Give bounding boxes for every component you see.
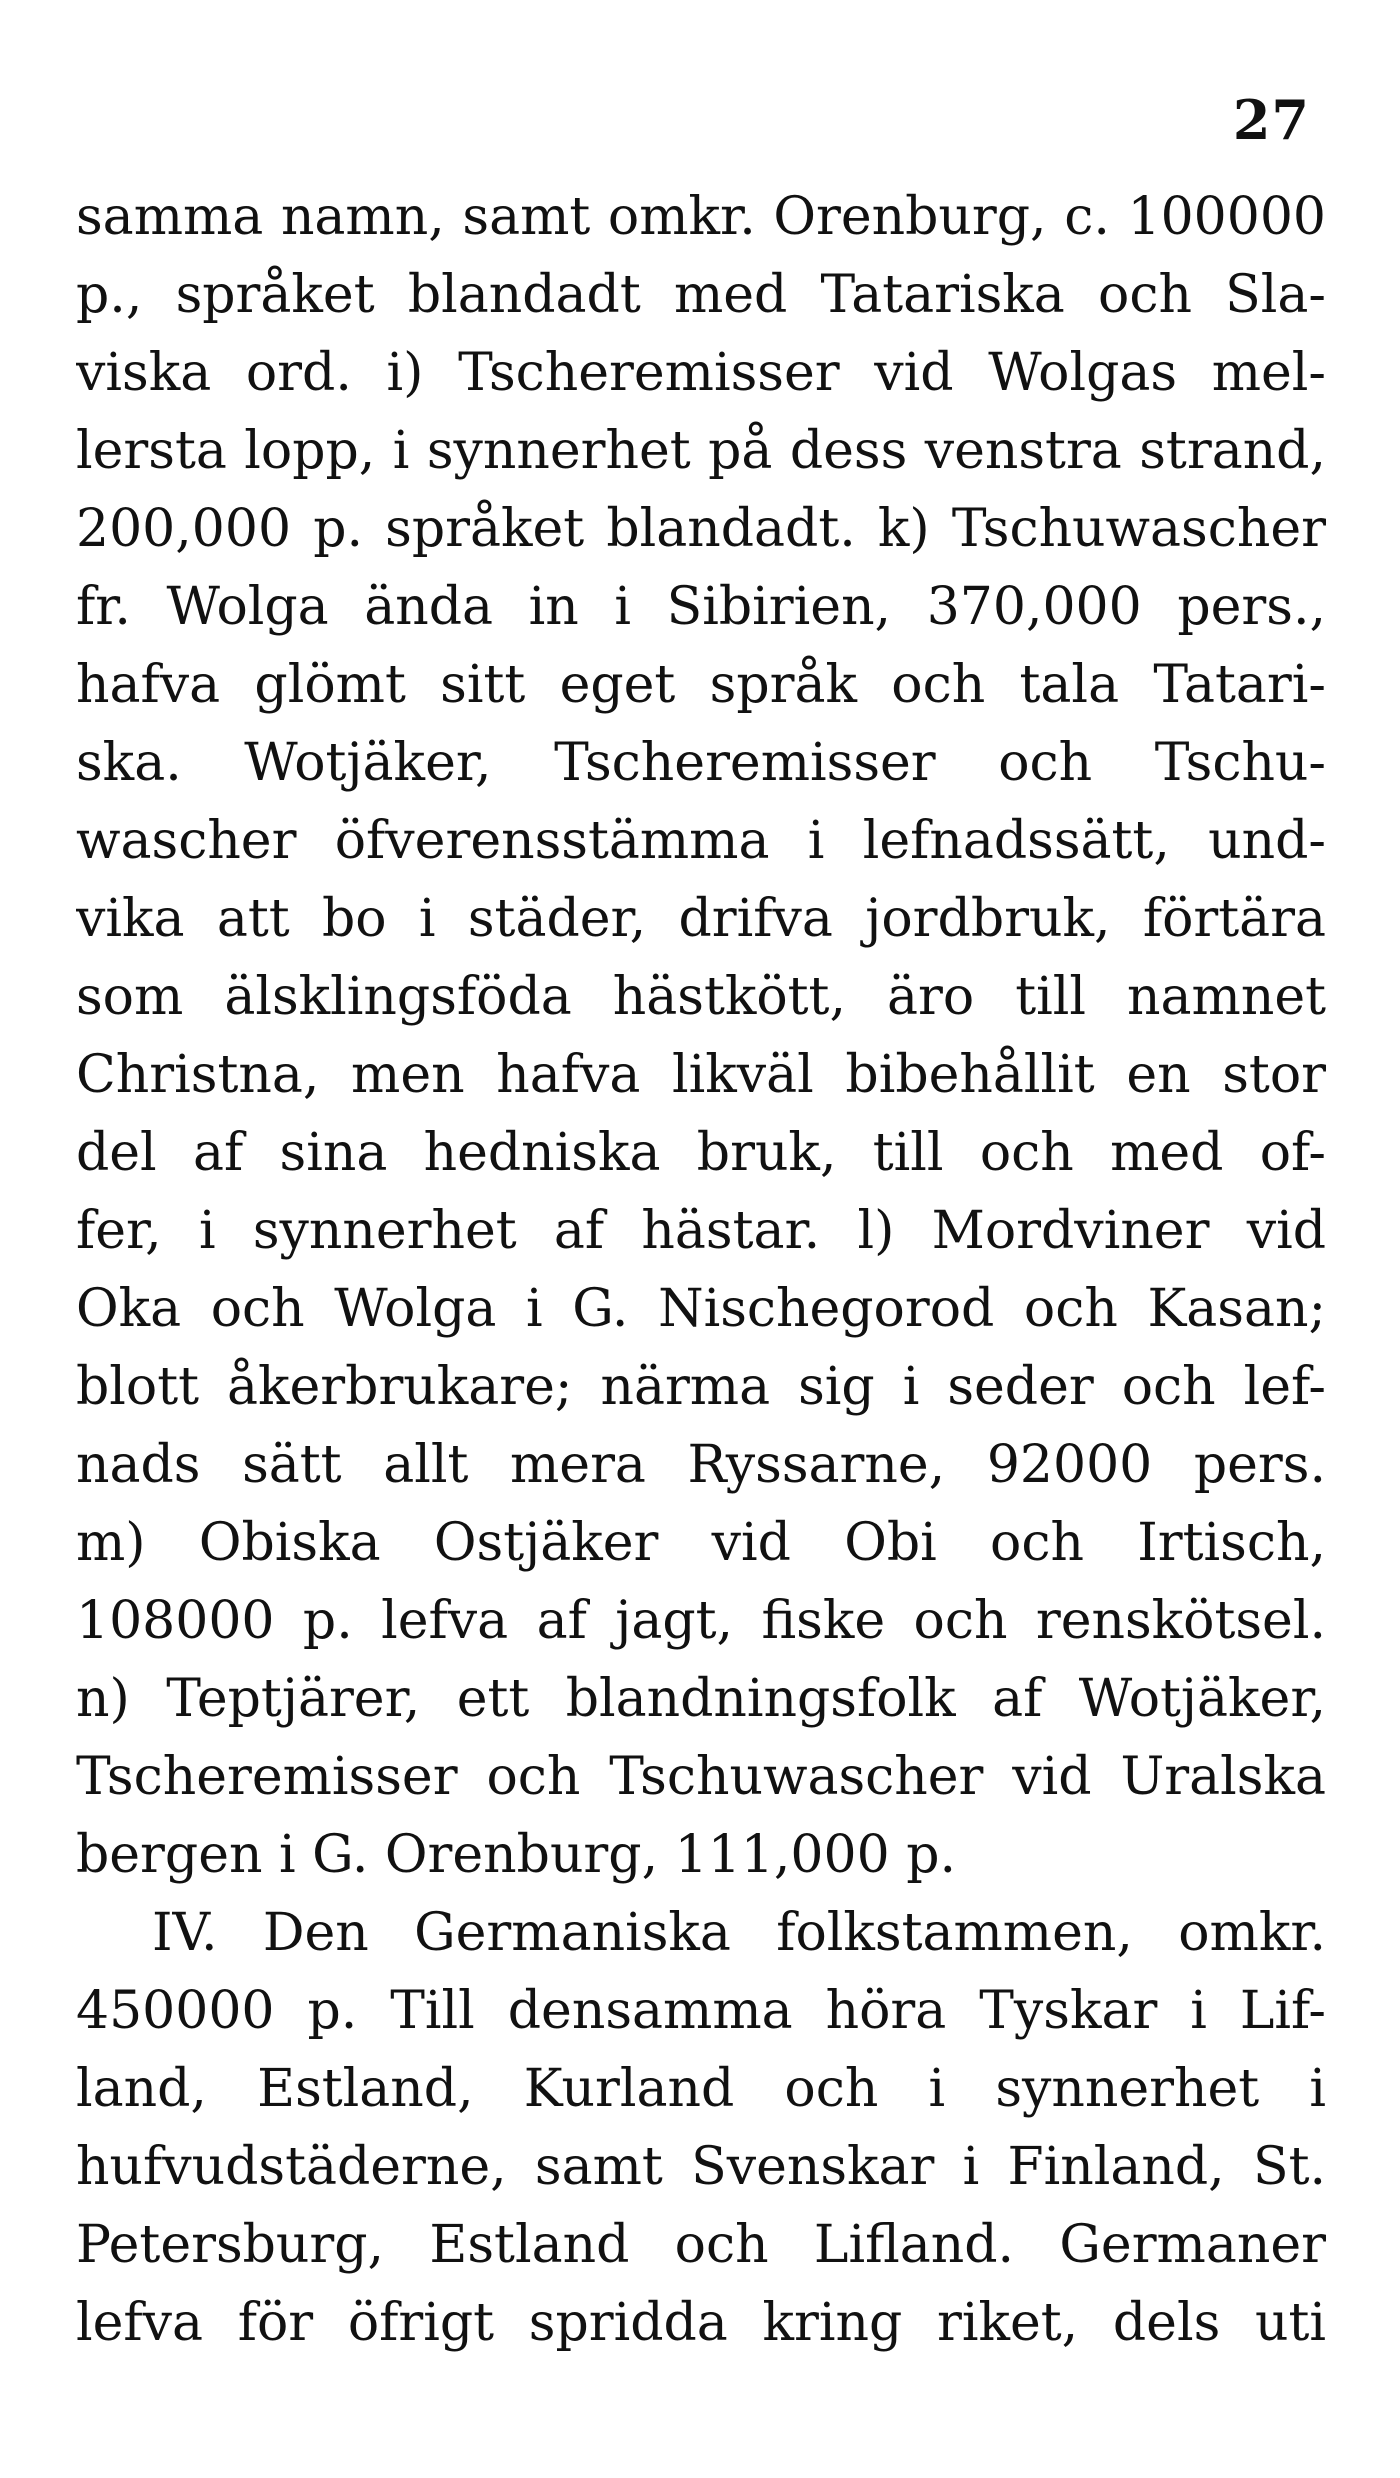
text-line: hufvudstäderne, samt Svenskar i Finland, St.	[76, 2137, 1326, 2197]
text-line: blott åkerbrukare; närma sig i seder och lef-	[76, 1357, 1326, 1417]
text-line: hafva glömt sitt eget språk och tala Tatari-	[76, 655, 1326, 715]
text-line: nads sätt allt mera Ryssarne, 92000 pers.	[76, 1435, 1326, 1495]
text-line: lersta lopp, i synnerhet på dess venstra strand,	[76, 421, 1326, 481]
paragraph-end-line: bergen i G. Orenburg, 111,000 p.	[76, 1825, 957, 1885]
text-line: vika att bo i städer, drifva jordbruk, förtära	[76, 889, 1326, 949]
text-line: n) Teptjärer, ett blandningsfolk af Wotjäker,	[76, 1669, 1326, 1729]
text-line: m) Obiska Ostjäker vid Obi och Irtisch,	[76, 1513, 1326, 1573]
text-line: samma namn, samt omkr. Orenburg, c. 100000	[76, 187, 1326, 247]
text-line: del af sina hedniska bruk, till och med of-	[76, 1123, 1326, 1183]
text-line: 108000 p. lefva af jagt, fiske och renskötsel.	[76, 1591, 1326, 1651]
text-line: fer, i synnerhet af hästar. l) Mordviner vid	[76, 1201, 1326, 1261]
text-line: Christna, men hafva likväl bibehållit en stor	[76, 1045, 1326, 1105]
body-text	[76, 178, 1326, 2362]
text-line: ska. Wotjäker, Tscheremisser och Tschu-	[76, 733, 1326, 793]
text-line: Petersburg, Estland och Lifland. Germaner	[76, 2215, 1326, 2275]
text-line: fr. Wolga ända in i Sibirien, 370,000 pers.,	[76, 577, 1326, 637]
text-line: Tscheremisser och Tschuwascher vid Uralska	[76, 1747, 1326, 1807]
text-line: lefva för öfrigt spridda kring riket, dels uti	[76, 2293, 1326, 2353]
text-line: p., språket blandadt med Tatariska och Sla-	[76, 265, 1326, 325]
text-line: viska ord. i) Tscheremisser vid Wolgas mel-	[76, 343, 1326, 403]
text-line: som älsklingsföda hästkött, äro till namnet	[76, 967, 1326, 1027]
text-line: Oka och Wolga i G. Nischegorod och Kasan;	[76, 1279, 1326, 1339]
page-number: 27	[1232, 88, 1310, 152]
text-line: wascher öfverensstämma i lefnadssätt, und-	[76, 811, 1326, 871]
text-line: 200,000 p. språket blandadt. k) Tschuwascher	[76, 499, 1326, 559]
text-line: land, Estland, Kurland och i synnerhet i	[76, 2059, 1326, 2119]
text-line: 450000 p. Till densamma höra Tyskar i Lif-	[76, 1981, 1326, 2041]
section-heading-line: IV. Den Germaniska folkstammen, omkr.	[152, 1903, 1326, 1963]
